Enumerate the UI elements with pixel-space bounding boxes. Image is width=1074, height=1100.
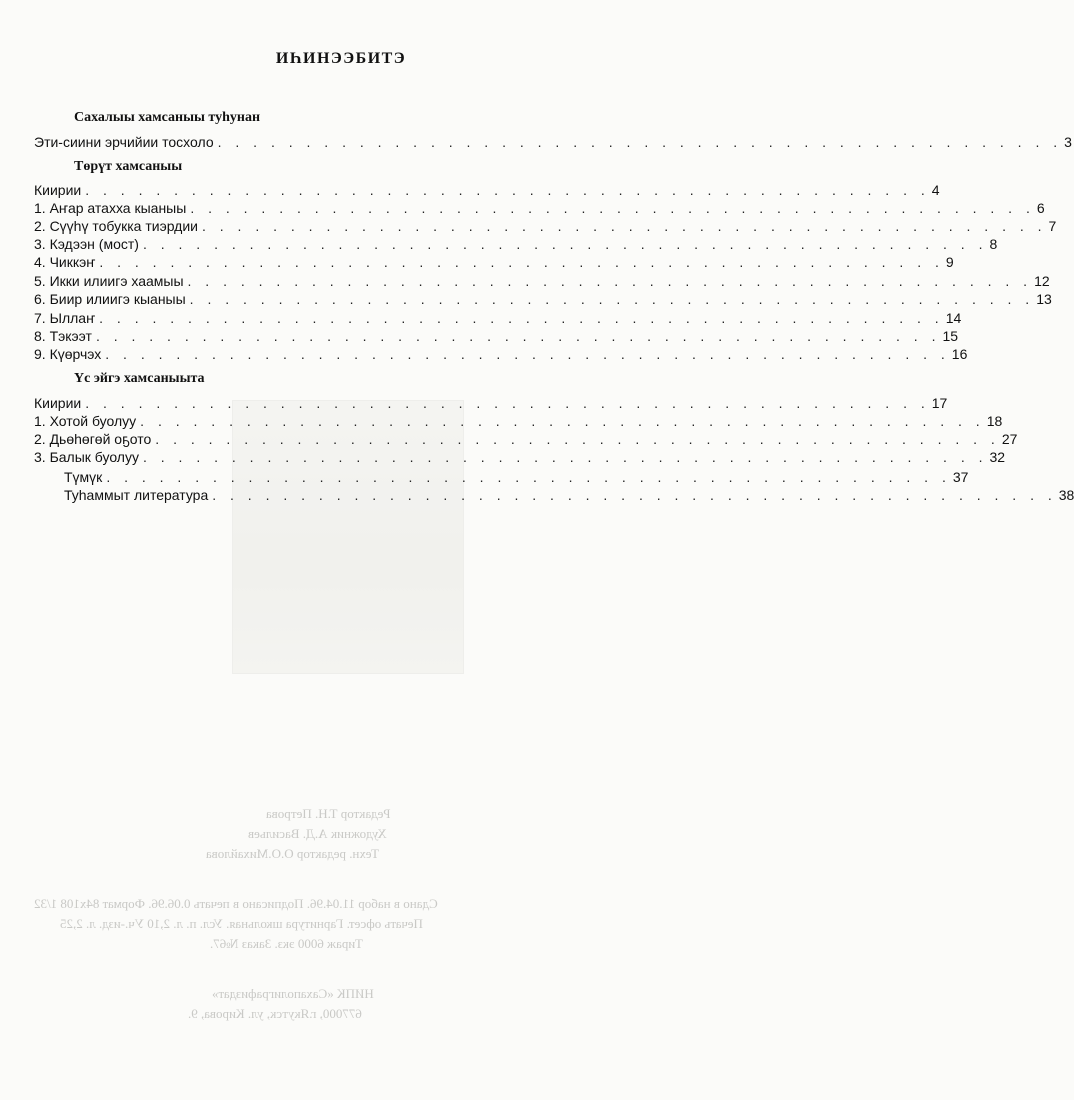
dot-leader: . . . . . . . . . . . . . . . . . . . . . . . . . . . . . . . . . . . . . . . . . . . . . . . .	[142, 236, 988, 252]
toc-entry-label: 2. Дьөһөгөй оҕото	[34, 431, 152, 447]
toc-entry-page: 9	[945, 254, 954, 270]
toc-entry[interactable]	[34, 134, 1072, 152]
toc-entry-page: 16	[951, 346, 968, 362]
toc-entry-page: 27	[1001, 431, 1018, 447]
toc-entry[interactable]	[34, 273, 1050, 291]
toc-entry-page: 6	[1036, 200, 1045, 216]
toc-entry[interactable]	[34, 328, 959, 346]
toc-entry[interactable]	[34, 395, 948, 413]
dot-leader: . . . . . . . . . . . . . . . . . . . . . . . . . . . . . . . . . . . . . . . . . . . . . . . .	[217, 134, 1063, 150]
section-heading: Төрүт хамсаныы	[74, 159, 183, 174]
bleed-through-text: НИПК «Сахаполиграфиздат»	[212, 986, 374, 1001]
dot-leader: . . . . . . . . . . . . . . . . . . . . . . . . . . . . . . . . . . . . . . . . . . . . . . . .	[95, 328, 941, 344]
toc-entry-label: 5. Икки илиигэ хаамыы	[34, 273, 184, 289]
toc-entry[interactable]	[34, 310, 962, 328]
toc-entry-label: Киирии	[34, 395, 82, 411]
toc-entry-page: 3	[1064, 134, 1072, 150]
dot-leader: . . . . . . . . . . . . . . . . . . . . . . . . . . . . . . . . . . . . . . . . . . . . . . . .	[142, 449, 988, 465]
toc-entry-label: 1. Хотой буолуу	[34, 413, 137, 429]
dot-leader: . . . . . . . . . . . . . . . . . . . . . . . . . . . . . . . . . . . . . . . . . . . . . . . .	[99, 310, 944, 326]
toc-entry[interactable]	[34, 291, 1052, 309]
bleed-through-text: Техн. редактор О.О.Михайлова	[206, 846, 379, 861]
toc-entry-label: 8. Тэкээт	[34, 328, 92, 344]
toc-entry-label: 6. Биир илиигэ кыаныы	[34, 291, 186, 307]
dot-leader: . . . . . . . . . . . . . . . . . . . . . . . . . . . . . . . . . . . . . . . . . . . . . . . .	[105, 346, 950, 362]
dot-leader: . . . . . . . . . . . . . . . . . . . . . . . . . . . . . . . . . . . . . . . . . . . . . . . .	[212, 487, 1057, 503]
dot-leader: . . . . . . . . . . . . . . . . . . . . . . . . . . . . . . . . . . . . . . . . . . . . . . . .	[85, 182, 930, 198]
toc-entry[interactable]	[64, 487, 1074, 505]
toc-entry-page: 12	[1034, 273, 1050, 289]
toc-entry-page: 7	[1048, 218, 1057, 234]
toc-entry-label: 7. Ыллаҥ	[34, 310, 96, 326]
bleed-through-text: Художник А.Д. Васильев	[248, 826, 387, 841]
toc-entry-page: 4	[931, 182, 940, 198]
dot-leader: . . . . . . . . . . . . . . . . . . . . . . . . . . . . . . . . . . . . . . . . . . . . . . . .	[99, 254, 944, 270]
page-title: ИҺИНЭЭБИТЭ	[275, 50, 407, 67]
toc-entry-page: 14	[945, 310, 962, 326]
bleed-through-text: 677000, г.Якутск, ул. Кирова, 9.	[188, 1006, 362, 1021]
toc-entry-label: 4. Чиккэҥ	[34, 254, 96, 270]
toc-entry-page: 18	[986, 413, 1003, 429]
toc-entry-page: 38	[1058, 487, 1074, 503]
dot-leader: . . . . . . . . . . . . . . . . . . . . . . . . . . . . . . . . . . . . . . . . . . . . . . . .	[187, 273, 1033, 289]
toc-entry-label: Эти-сиини эрчийии тосхоло	[34, 134, 214, 150]
toc-entry-label: 9. Күөрчэх	[34, 346, 102, 362]
toc-entry[interactable]	[34, 236, 998, 254]
toc-entry[interactable]	[34, 449, 1006, 467]
toc-entry-label: Туһаммыт литература	[64, 487, 209, 503]
bleed-through-text: Сдано в набор 11.04.96. Подписано в печать 0.06.96. Формат 84х108 1/32	[34, 896, 438, 911]
section-heading: Сахалыы хамсаныы туһунан	[74, 110, 261, 125]
dot-leader: . . . . . . . . . . . . . . . . . . . . . . . . . . . . . . . . . . . . . . . . . . . . . . . .	[189, 291, 1035, 307]
toc-entry-label: 1. Аҥар атахха кыаныы	[34, 200, 187, 216]
toc-entry-page: 15	[942, 328, 959, 344]
toc-entry-label: 3. Кэдээн (мост)	[34, 236, 139, 252]
toc-entry-label: 2. Сүүһү тобукка тиэрдии	[34, 218, 198, 234]
dot-leader: . . . . . . . . . . . . . . . . . . . . . . . . . . . . . . . . . . . . . . . . . . . . . . . .	[155, 431, 1000, 447]
section-heading: Үс эйгэ хамсаныыта	[74, 371, 205, 386]
bleed-through-text: Тираж 6000 экз. Заказ №67.	[210, 936, 363, 951]
toc-entry[interactable]	[34, 413, 1003, 431]
dot-leader: . . . . . . . . . . . . . . . . . . . . . . . . . . . . . . . . . . . . . . . . . . . . . . . .	[202, 218, 1047, 234]
dot-leader: . . . . . . . . . . . . . . . . . . . . . . . . . . . . . . . . . . . . . . . . . . . . . . . .	[106, 469, 951, 485]
toc-entry-page: 8	[989, 236, 998, 252]
toc-entry[interactable]	[34, 254, 954, 272]
toc-entry-page: 13	[1036, 291, 1052, 307]
toc-entry[interactable]	[34, 346, 968, 364]
toc-entry[interactable]	[34, 182, 940, 200]
toc-entry-page: 32	[989, 449, 1006, 465]
dot-leader: . . . . . . . . . . . . . . . . . . . . . . . . . . . . . . . . . . . . . . . . . . . . . . . .	[85, 395, 930, 411]
toc-entry[interactable]	[64, 469, 969, 487]
toc-entry-label: Түмүк	[64, 469, 103, 485]
toc-entry[interactable]	[34, 200, 1045, 218]
toc-entry[interactable]	[34, 218, 1057, 236]
toc-entry-page: 17	[931, 395, 948, 411]
toc-entry[interactable]	[34, 431, 1018, 449]
bleed-through-text: Печать офсет. Гарнитура школьная. Усл. п. л. 2,10 Уч.-изд. л. 2,25	[60, 916, 423, 931]
dot-leader: . . . . . . . . . . . . . . . . . . . . . . . . . . . . . . . . . . . . . . . . . . . . . . . .	[190, 200, 1035, 216]
dot-leader: . . . . . . . . . . . . . . . . . . . . . . . . . . . . . . . . . . . . . . . . . . . . . . . .	[140, 413, 985, 429]
toc-entry-label: Киирии	[34, 182, 82, 198]
toc-entry-page: 37	[952, 469, 969, 485]
toc-entry-label: 3. Балык буолуу	[34, 449, 139, 465]
bleed-through-text: Редактор Т.Н. Петрова	[266, 806, 391, 821]
